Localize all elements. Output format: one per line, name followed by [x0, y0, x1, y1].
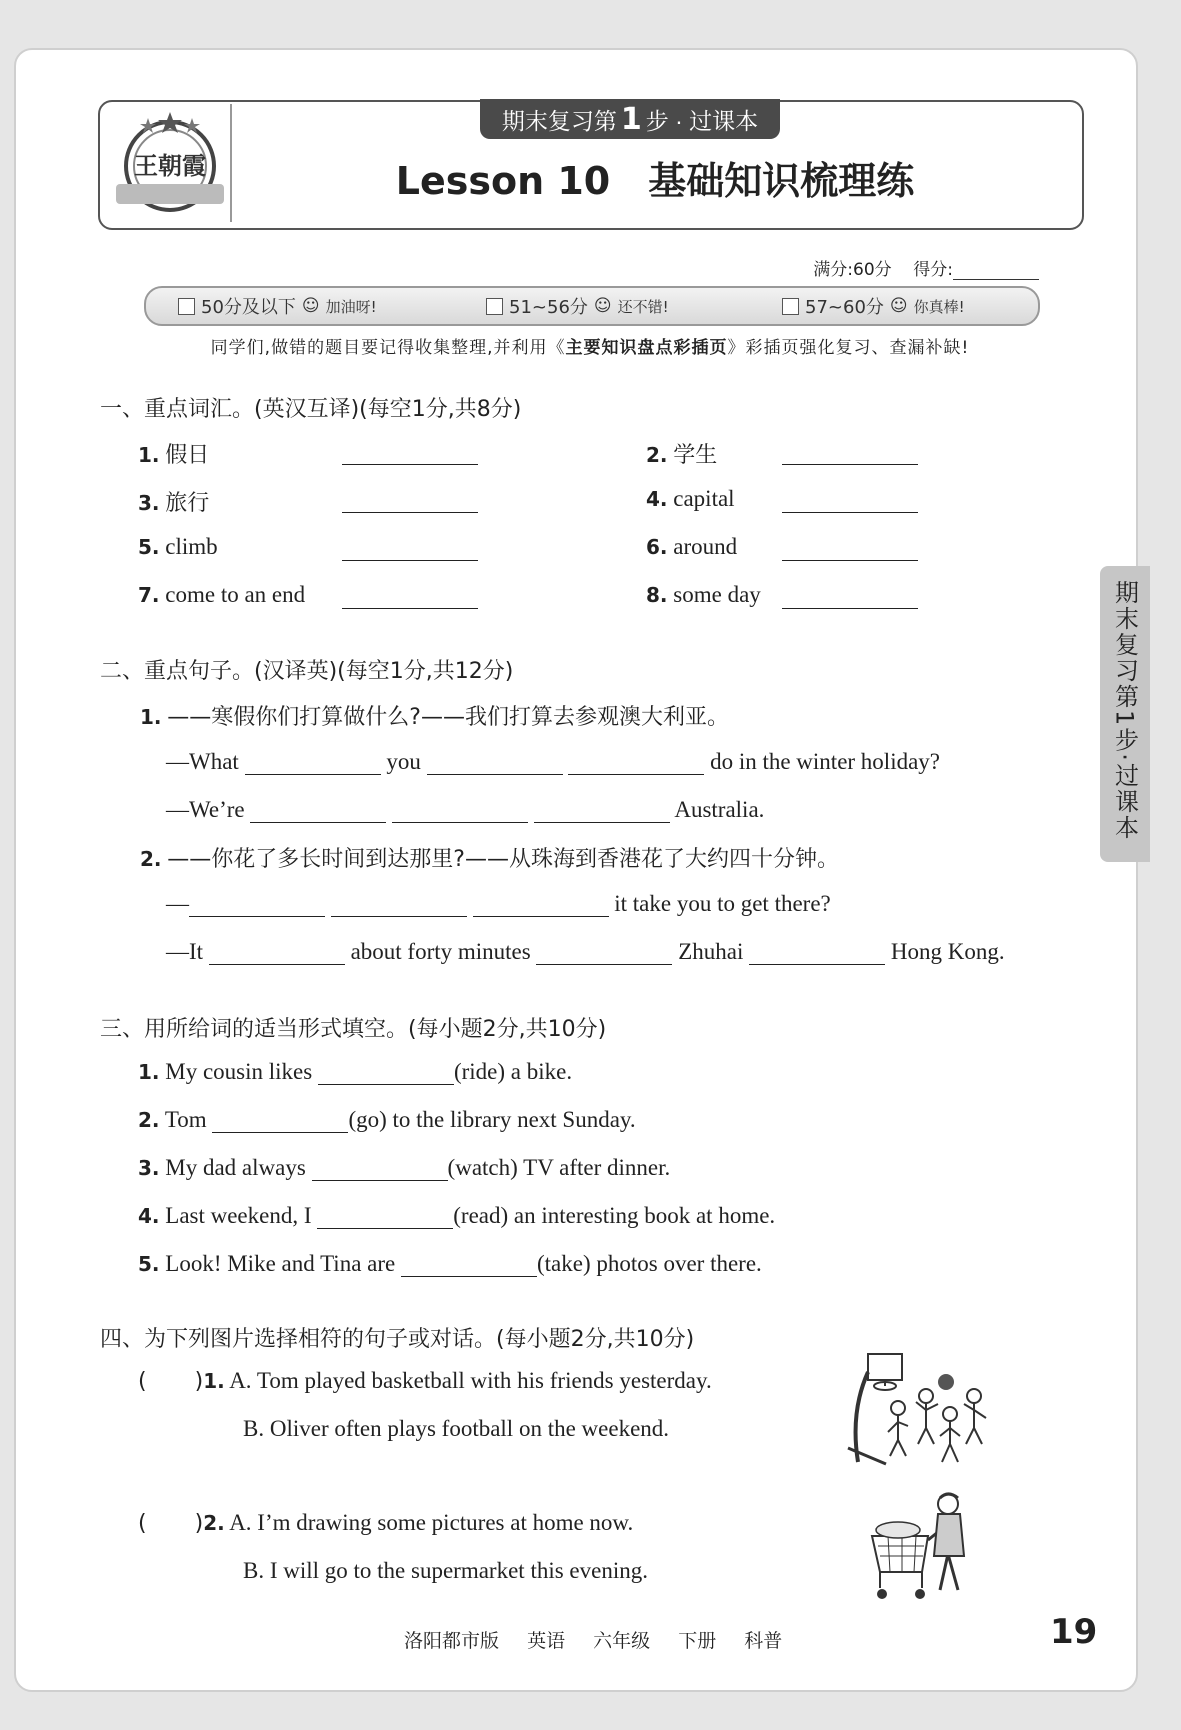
vocab-item: 5. climb	[138, 534, 218, 559]
answer-blank[interactable]	[427, 748, 563, 775]
answer-blank[interactable]	[782, 534, 918, 561]
answer-blank[interactable]	[401, 1250, 537, 1277]
fill-item: 1. My cousin likes (ride) a bike.	[138, 1059, 573, 1084]
step-prefix: 期末复习第	[501, 107, 617, 134]
section-4-title: 四、为下列图片选择相符的句子或对话。(每小题2分,共10分)	[100, 1327, 695, 1352]
choice-option: B. I will go to the supermarket this evening.	[243, 1558, 648, 1583]
score-line	[813, 255, 1039, 280]
choice-item: ( )1. A. Tom played basketball with his friends yesterday.	[138, 1368, 712, 1394]
vocab-item: 2. 学生	[646, 443, 718, 468]
checkbox[interactable]	[782, 298, 799, 315]
notice-after: 》彩插页强化复习、查漏补缺!	[727, 338, 970, 358]
rating-note: 还不错!	[617, 297, 669, 316]
full-score: 满分:60分	[813, 260, 892, 280]
answer-blank[interactable]	[189, 890, 325, 917]
answer-blank[interactable]	[317, 1202, 453, 1229]
footer	[404, 1626, 804, 1653]
answer-blank[interactable]	[568, 748, 704, 775]
answer-blank[interactable]	[536, 938, 672, 965]
vocab-item: 3. 旅行	[138, 491, 210, 516]
vocab-item: 7. come to an end	[138, 582, 306, 607]
rating-range: 50分及以下	[201, 297, 296, 318]
answer-blank[interactable]	[473, 890, 609, 917]
got-score-label: 得分:	[913, 260, 953, 280]
page-title	[230, 150, 1080, 210]
basketball-picture	[846, 1352, 996, 1468]
answer-blank[interactable]	[250, 796, 386, 823]
answer-blank[interactable]	[312, 1154, 448, 1181]
fill-item: 5. Look! Mike and Tina are (take) photos over there.	[138, 1251, 762, 1276]
rating-range: 51~56分	[509, 297, 588, 318]
page-number: 19	[1050, 1612, 1098, 1652]
checkbox[interactable]	[178, 298, 195, 315]
section-3-title: 三、用所给词的适当形式填空。(每小题2分,共10分)	[100, 1017, 607, 1042]
footer-volume: 下册	[678, 1630, 717, 1652]
rating-note: 加油呀!	[325, 297, 377, 316]
section-2-title: 二、重点句子。(汉译英)(每空1分,共12分)	[100, 659, 514, 684]
footer-edition: 洛阳都市版	[404, 1630, 500, 1652]
answer-blank[interactable]	[534, 796, 670, 823]
rating-range: 57~60分	[805, 297, 884, 318]
smiley-icon: ☺	[593, 296, 612, 316]
answer-blank[interactable]	[782, 582, 918, 609]
step-tab	[480, 99, 780, 139]
answer-blank[interactable]	[782, 486, 918, 513]
rating-low	[178, 293, 377, 319]
answer-blank[interactable]	[212, 1106, 348, 1133]
rating-note: 你真棒!	[913, 297, 965, 316]
side-tab	[1100, 566, 1150, 862]
answer-blank[interactable]	[342, 486, 478, 513]
vocab-item: 6. around	[646, 534, 738, 559]
brand-logo	[112, 108, 228, 220]
logo-text: 王朝霞	[134, 151, 206, 180]
lesson-label: Lesson 10	[395, 159, 611, 203]
vocab-item: 4. capital	[646, 486, 735, 511]
rating-mid	[486, 293, 669, 319]
answer-blank[interactable]	[245, 748, 381, 775]
supermarket-picture	[868, 1490, 978, 1604]
rating-high	[782, 293, 965, 319]
answer-blank[interactable]	[342, 582, 478, 609]
answer-blank[interactable]	[782, 438, 918, 465]
answer-blank[interactable]	[331, 890, 467, 917]
checkbox[interactable]	[486, 298, 503, 315]
footer-subject: 英语	[527, 1630, 566, 1652]
answer-blank[interactable]	[342, 438, 478, 465]
step-suffix: 步 · 过课本	[645, 107, 759, 134]
answer-blank[interactable]	[342, 534, 478, 561]
sentence-line: —It about forty minutes Zhuhai Hong Kong.	[166, 939, 1005, 964]
answer-blank[interactable]	[209, 938, 345, 965]
sentence-prompt: 1. ——寒假你们打算做什么?——我们打算去参观澳大利亚。	[140, 705, 729, 730]
sentence-prompt: 2. ——你花了多长时间到达那里?——从珠海到香港花了大约四十分钟。	[140, 847, 839, 872]
vocab-item: 1. 假日	[138, 443, 210, 468]
step-number: 1	[620, 101, 642, 137]
choice-option: B. Oliver often plays football on the weekend.	[243, 1416, 670, 1441]
vocab-item: 8. some day	[646, 582, 761, 607]
score-blank[interactable]	[953, 261, 1039, 280]
choice-item: ( )2. A. I’m drawing some pictures at home now.	[138, 1510, 634, 1536]
smiley-icon: ☺	[889, 296, 908, 316]
sentence-line: —We’re Australia.	[166, 797, 765, 822]
fill-item: 3. My dad always (watch) TV after dinner.	[138, 1155, 671, 1180]
answer-blank[interactable]	[749, 938, 885, 965]
footer-grade: 六年级	[593, 1630, 651, 1652]
answer-blank[interactable]	[318, 1058, 454, 1085]
sentence-line: — it take you to get there?	[166, 891, 831, 916]
smiley-icon: ☺	[301, 296, 320, 316]
sentence-line: —What you do in the winter holiday?	[166, 749, 941, 774]
notice-bold: 主要知识盘点	[565, 338, 674, 358]
notice-text: 同学们,做错的题目要记得收集整理,并利用《主要知识盘点彩插页》彩插页强化复习、查漏补缺!	[210, 338, 970, 358]
section-1-title: 一、重点词汇。(英汉互译)(每空1分,共8分)	[100, 397, 522, 422]
fill-item: 4. Last weekend, I (read) an interesting book at home.	[138, 1203, 776, 1228]
footer-publisher: 科普	[744, 1630, 783, 1652]
title-text: 基础知识梳理练	[648, 159, 915, 203]
answer-blank[interactable]	[392, 796, 528, 823]
rating-bar	[144, 286, 1040, 326]
side-tab-label: 期末复习第1步·过课本	[1110, 580, 1139, 841]
fill-item: 2. Tom (go) to the library next Sunday.	[138, 1107, 636, 1132]
notice-before: 同学们,做错的题目要记得收集整理,并利用《	[210, 338, 566, 358]
